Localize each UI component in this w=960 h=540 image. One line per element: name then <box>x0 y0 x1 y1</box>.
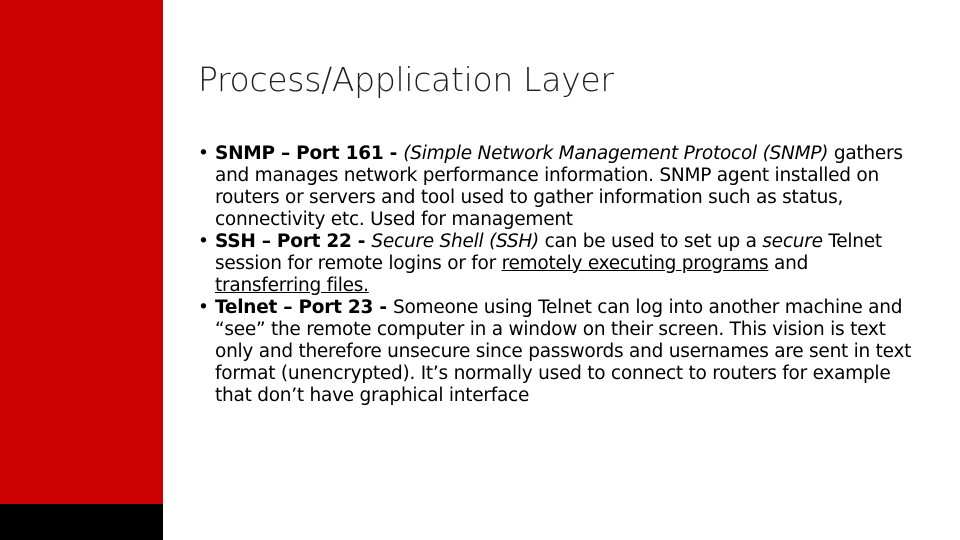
bullet-text: Someone using Telnet can log into another machine and “see” the remote computer in a window on their screen. This vision is text only and therefore unsecure since passwords and usernames are sent in text format (unencrypted). It’s normally used to connect to routers for example that don’t have graphical interface <box>215 297 912 406</box>
bullet-italic-text: secure <box>762 231 823 252</box>
bullet-italic-text: Secure Shell (SSH) <box>371 231 539 252</box>
bullet-text: and <box>768 253 809 274</box>
underlined-text: transferring files. <box>215 275 369 296</box>
bullet-telnet <box>198 297 918 407</box>
bullet-text: can be used to set up a <box>539 231 763 252</box>
bullet-lead: Telnet – Port 23 - <box>215 297 393 318</box>
underlined-text: remotely executing programs <box>501 253 769 274</box>
bullet-snmp <box>198 143 918 231</box>
left-accent-bar <box>0 0 163 504</box>
bullet-icon: • <box>198 231 209 252</box>
bullet-text: Telnet session for remote logins or for <box>215 231 882 274</box>
slide-title: Process/Application Layer <box>198 60 614 99</box>
bullet-ssh <box>198 231 918 297</box>
bullet-icon: • <box>198 143 209 164</box>
bullet-list <box>198 143 918 407</box>
bullet-italic-text: (Simple Network Management Protocol (SNMP) <box>403 143 829 164</box>
bullet-icon: • <box>198 297 209 318</box>
bullet-text: gathers and manages network performance information. SNMP agent installed on routers or servers and tool used to gather information such as status, connectivity etc. Used for management <box>215 143 903 230</box>
bullet-lead: SSH – Port 22 - <box>215 231 372 252</box>
left-footer-bar <box>0 504 163 540</box>
bullet-lead: SNMP – Port 161 - <box>215 143 404 164</box>
